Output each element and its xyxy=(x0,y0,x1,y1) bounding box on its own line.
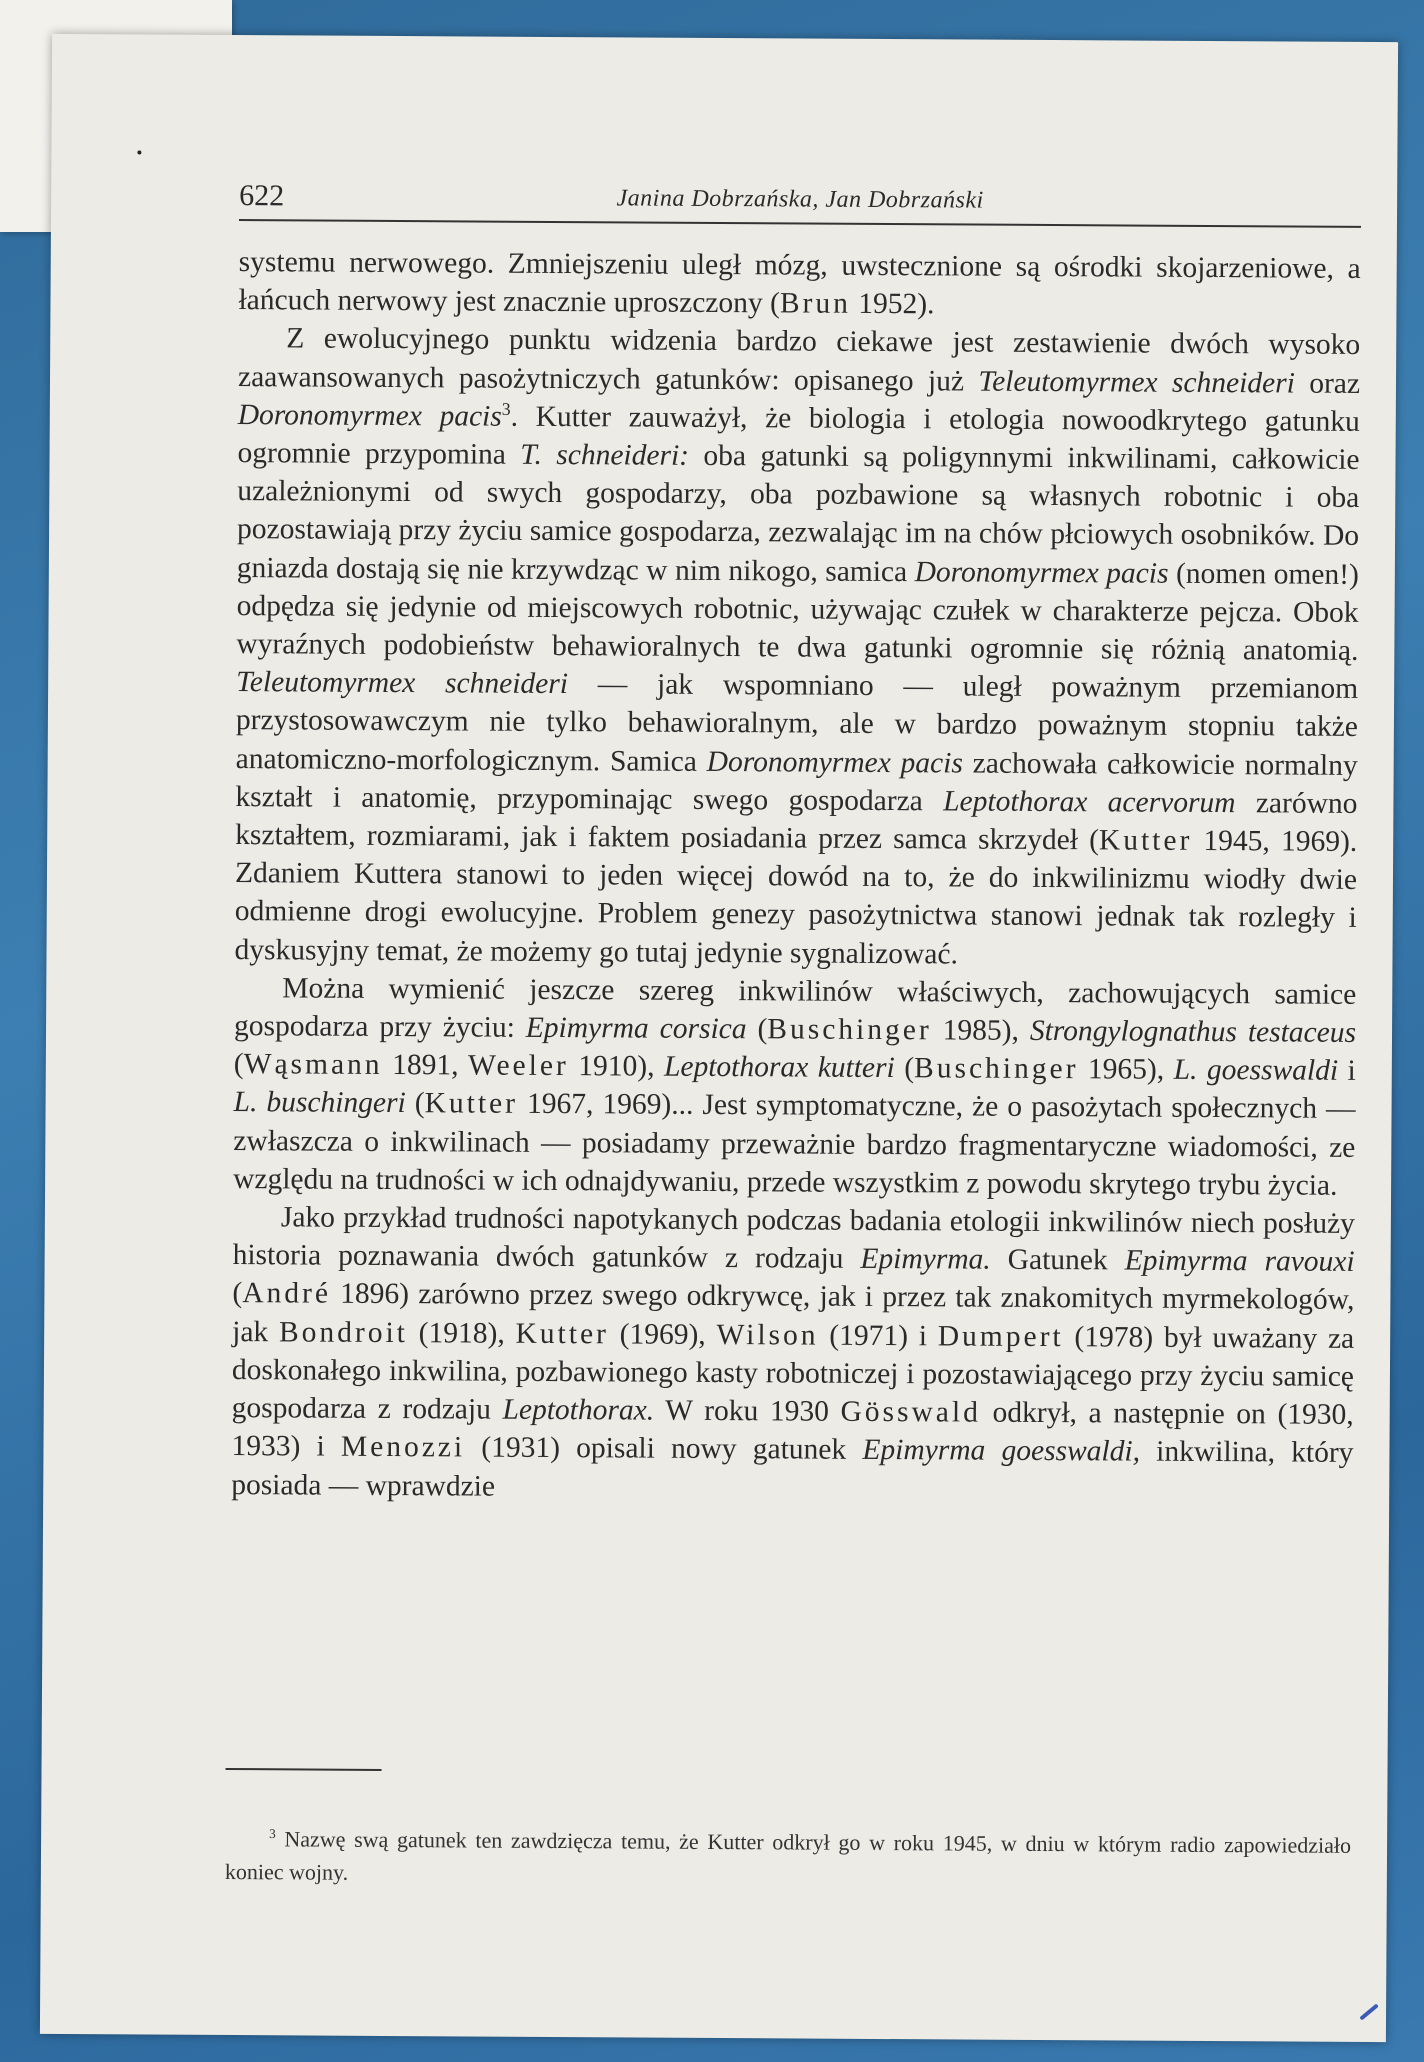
footnote-mark: 3 xyxy=(269,1825,276,1841)
footnote xyxy=(225,1822,1351,1895)
citation: Weeler xyxy=(467,1049,569,1083)
text: (1969), xyxy=(608,1318,717,1351)
text: oraz xyxy=(1294,367,1361,400)
text: ( xyxy=(894,1052,915,1085)
citation: Menozzi xyxy=(340,1430,466,1464)
speck xyxy=(137,150,141,154)
species-name: Strongylognathus testaceus xyxy=(1029,1014,1357,1049)
species-name: Doronomyrmex pacis xyxy=(706,745,963,780)
text: 1896) zarówno przez swego odkrywcę, jak i przez tak znakomitych myrmekologów, jak xyxy=(232,1278,1355,1349)
citation: Buschinger xyxy=(914,1052,1079,1086)
running-head: Janina Dobrzańska, Jan Dobrzański xyxy=(616,185,984,214)
citation: Gösswald xyxy=(840,1395,982,1429)
text: Gatunek xyxy=(990,1243,1125,1277)
text: 1945, 1969). Zdaniem Kuttera stanowi to jeden więcej dowód na to, że do inkwilinizmu wiodły dwie odmienne drogi ewolucyjne. Problem genezy pasożytnictwa stanowi jednak tak rozległy i dyskusyjny temat, że możemy go tutaj jedynie sygnalizować. xyxy=(234,824,1358,971)
species-name: Leptothorax kutteri xyxy=(663,1050,895,1085)
citation: André xyxy=(242,1277,332,1311)
page-number: 622 xyxy=(239,179,285,213)
text: odkrył, a następnie on (1930, 1933) i xyxy=(231,1396,1354,1463)
species-name: Epimyrma corsica xyxy=(525,1011,747,1046)
footnote-body xyxy=(225,1822,1351,1895)
text: 1910), xyxy=(568,1050,665,1083)
species-name: Leptothorax. xyxy=(502,1393,655,1427)
text: i xyxy=(1338,1055,1356,1088)
paragraph-3 xyxy=(233,969,1356,1205)
citation: Dumpert xyxy=(937,1320,1064,1353)
text: 1965), xyxy=(1078,1053,1174,1087)
text: (1971) i xyxy=(818,1319,938,1353)
body-text xyxy=(231,243,1361,1511)
paragraph-1 xyxy=(238,243,1360,326)
text: W roku 1930 xyxy=(654,1394,841,1428)
species-name: Epimyrma goesswaldi, xyxy=(862,1434,1141,1468)
text: Można wymienić jeszcze szereg inkwilinów właściwych, zachowujących samice gospodarza przy życiu: xyxy=(233,972,1357,1044)
species-name: Doronomyrmex pacis xyxy=(237,398,502,433)
citation: Kutter xyxy=(515,1317,610,1351)
text: zachowała całkowicie normalny kształt i anatomię, przypominając swego gospodarza xyxy=(235,747,1358,818)
species-name: Teleutomyrmex schneideri xyxy=(236,666,569,701)
book-page xyxy=(40,34,1398,2042)
text: ( xyxy=(746,1013,768,1046)
text: 1985), xyxy=(931,1014,1030,1047)
text: Jako przykład trudności napotykanych podczas badania etologii inkwilinów niech posłuży historia poznawania dwóch gatunków z rodzaju xyxy=(232,1201,1355,1276)
text: (nomen omen!) odpędza się jedynie od miejscowych robotnic, używając czułek w charakterze pejcza. Obok wyraźnych podobieństw behawioralnych te dwa gatunki ogromnie się różnią anatomią. xyxy=(236,557,1359,667)
text: zarówno kształtem, rozmiarami, jak i faktem posiadania przez samca skrzydeł ( xyxy=(235,786,1358,857)
citation: Bondroit xyxy=(278,1316,409,1349)
citation: Kutter xyxy=(424,1087,519,1121)
text: — jak wspomniano — uległ poważnym przemianom przystosowawczym nie tylko behawioralnym, ale w bardzo poważnym stopniu także anatomiczno-morfologicznym. Samica xyxy=(235,668,1359,778)
citation: Kutter xyxy=(1098,824,1193,857)
footnote-ref[interactable]: 3 xyxy=(501,398,511,419)
text: . Kutter zauważył, że biologia i etologia nowoodkrytego gatunku ogromnie przypomina xyxy=(237,400,1360,471)
pen-mark xyxy=(1359,2003,1378,2020)
species-name: Epimyrma ravouxi xyxy=(1124,1244,1355,1279)
text: (1931) opisali nowy gatunek xyxy=(465,1431,863,1467)
text: ( xyxy=(232,1277,243,1310)
citation: Brun xyxy=(779,287,852,320)
footnote-divider xyxy=(226,1768,382,1771)
species-name: Epimyrma. xyxy=(860,1243,991,1276)
paragraph-4 xyxy=(231,1198,1355,1510)
citation: Wąsmann xyxy=(243,1048,383,1082)
paragraph-2 xyxy=(234,319,1360,975)
text: Z ewolucyjnego punktu widzenia bardzo ciekawe jest zestawienie dwóch wysoko zaawansowanych pasożytniczych gatunków: opisanego już xyxy=(237,322,1361,398)
text: (1978) był uważany za doskonałego inkwilina, pozbawionego kasty robotniczej i pozostawiającego przy życiu samicę gospodarza z rodzaju xyxy=(231,1320,1355,1426)
species-name: T. schneideri: xyxy=(520,438,690,472)
text: 1967, 1969)... Jest symptomatyczne, że o pasożytach społecznych — zwłaszcza o inkwilinach — posiadamy przeważnie bardzo fragmentaryczne wiadomości, ze względu na trudności w ich odnajdywaniu, przede wszystkim z powodu skrytego trybu życia. xyxy=(233,1088,1356,1202)
citation: Wilson xyxy=(716,1318,819,1352)
species-name: L. goesswaldi xyxy=(1173,1054,1339,1088)
species-name: Teleutomyrmex schneideri xyxy=(978,365,1295,400)
species-name: L. buschingeri xyxy=(233,1086,406,1120)
text: (1918), xyxy=(407,1316,516,1350)
species-name: Doronomyrmex pacis xyxy=(914,555,1169,590)
text: ( xyxy=(405,1087,425,1120)
text: 1952). xyxy=(850,287,935,321)
text: systemu nerwowego. Zmniejszeniu uległ mózg, uwstecznione są ośrodki skojarzeniowe, a łańcuch nerwowy jest znacznie uproszczony ( xyxy=(238,246,1361,320)
text: oba gatunki są poligynnymi inkwilinami, całkowicie uzależnionymi od swych gospodarzy, oba pozbawione są własnych robotnic i oba pozostawiają przy życiu samice gospodarza, zezwalając im na chów płciowych osobników. Do gniazda dostają się nie krzywdząc w nim nikogo, samica xyxy=(236,439,1360,588)
text: 1891, xyxy=(382,1049,469,1082)
text: ( xyxy=(233,1048,244,1081)
text: inkwilina, który posiada — wprawdzie xyxy=(231,1435,1354,1503)
species-name: Leptothorax acervorum xyxy=(943,785,1236,819)
page-header xyxy=(239,175,1361,228)
footnote-text: Nazwę swą gatunek ten zawdzięcza temu, że Kutter odkrył go w roku 1945, w dniu w którym radio zapowiedziało koniec wojny. xyxy=(224,1826,1352,1885)
citation: Buschinger xyxy=(767,1013,932,1047)
